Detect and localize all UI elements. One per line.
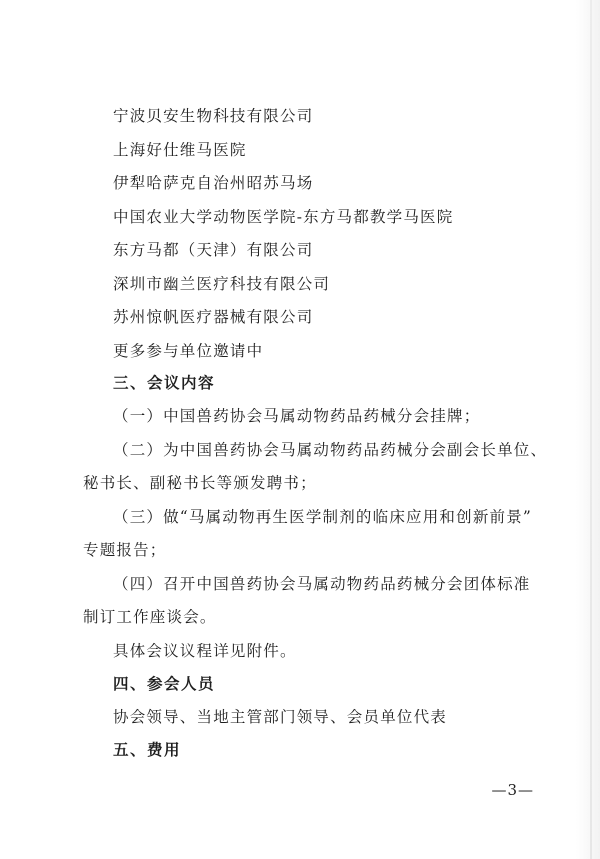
content-line: （四）召开中国兽药协会马属动物药品药械分会团体标准	[113, 575, 531, 593]
unit-line: 上海好仕维马医院	[113, 141, 247, 159]
page-number: —3—	[491, 781, 534, 799]
section-heading: 五、费用	[113, 741, 182, 759]
content-line: （一）中国兽药协会马属动物药品药械分会挂牌；	[113, 407, 481, 425]
unit-line: 宁波贝安生物科技有限公司	[113, 107, 314, 125]
unit-line: 更多参与单位邀请中	[113, 342, 264, 360]
content-line: 具体会议议程详见附件。	[113, 642, 297, 660]
section-heading: 四、参会人员	[113, 675, 216, 693]
content-line: （三）做“马属动物再生医学制剂的临床应用和创新前景”	[113, 508, 533, 526]
unit-line: 苏州惊帆医疗器械有限公司	[113, 308, 314, 326]
unit-line: 东方马都（天津）有限公司	[113, 241, 314, 259]
content-line: 专题报告；	[83, 541, 167, 559]
unit-line: 伊犁哈萨克自治州昭苏马场	[113, 174, 314, 192]
content-line: 协会领导、当地主管部门领导、会员单位代表	[113, 708, 448, 726]
unit-line: 中国农业大学动物医学院-东方马都教学马医院	[113, 208, 454, 226]
unit-line: 深圳市幽兰医疗科技有限公司	[113, 275, 331, 293]
scan-edge	[590, 0, 592, 859]
section-heading: 三、会议内容	[113, 374, 216, 392]
content-line: （二）为中国兽药协会马属动物药品药械分会副会长单位、	[113, 441, 548, 459]
content-line: 制订工作座谈会。	[83, 608, 217, 626]
content-line: 秘书长、副秘书长等颁发聘书；	[83, 474, 317, 492]
